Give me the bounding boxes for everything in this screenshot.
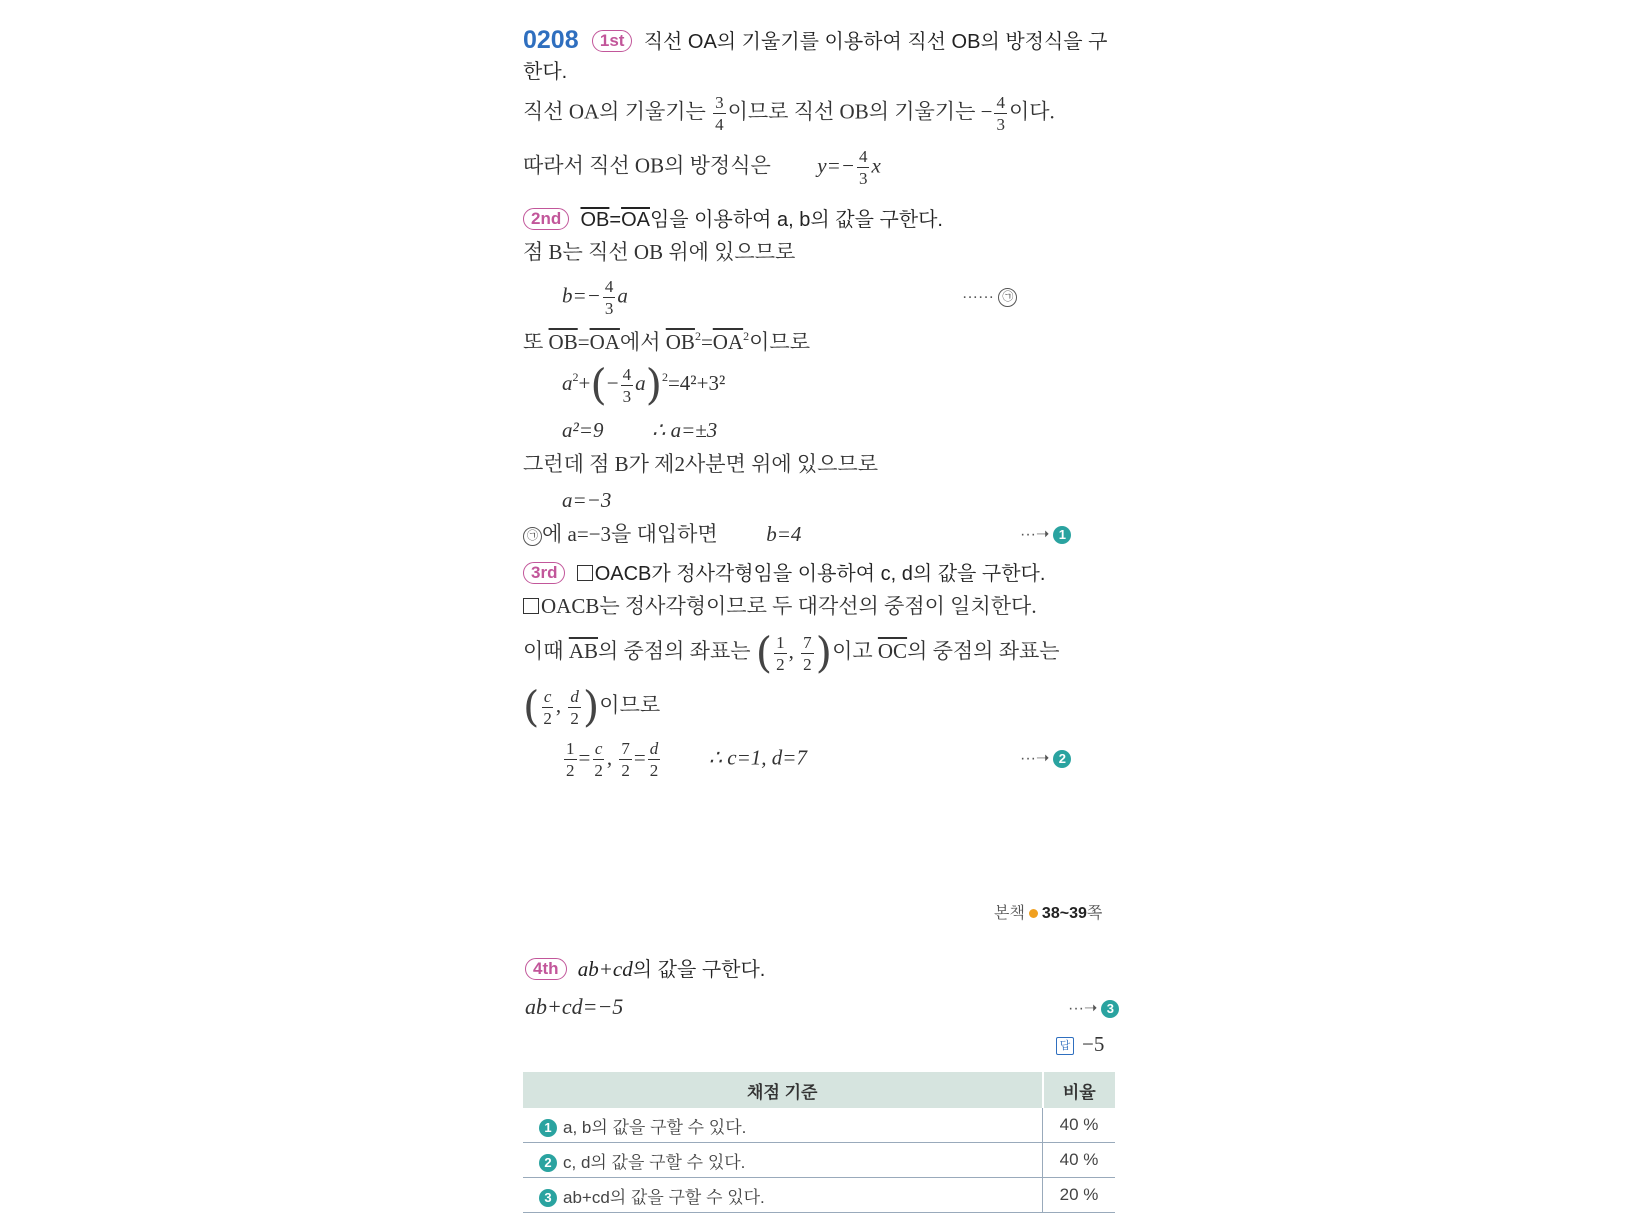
slope-text-a: 직선 OA의 기울기는 [523, 99, 706, 124]
page-ref-suffix: 쪽 [1086, 905, 1103, 922]
ref-marker-1: ······ ㉠ [962, 288, 1017, 307]
step-3-heading: OACB가 정사각형임을 이용하여 c, d의 값을 구한다. [594, 563, 1046, 585]
scoring-table [523, 1072, 1115, 1213]
square-symbol [523, 598, 539, 614]
text-now: 이때 [523, 638, 564, 663]
frac-num: 4 [996, 93, 1005, 112]
text-and: 이고 [832, 638, 873, 663]
problem-header [523, 28, 1107, 53]
eq-fraction [857, 148, 870, 187]
segment-ab: $\overline{AB}$ [568, 638, 599, 663]
slope-line: 직선 OA의 기울기는 $\frac{3}{4}$ 이므로 직선 OB의 기울기는 − $\frac{4}{3}$ 이다. [523, 93, 1055, 134]
table-header-ratio: 비율 [1043, 1072, 1116, 1108]
frac-num: 4 [858, 147, 868, 166]
frac-num: 3 [715, 93, 724, 112]
frac-den: 3 [604, 299, 614, 318]
segment-oc: $\overline{OC}$ [877, 638, 908, 663]
a-value [562, 490, 611, 511]
step-2-line1: 점 B는 직선 OB 위에 있으므로 [523, 240, 796, 264]
criteria-text: a, b의 값을 구할 수 있다. [563, 1117, 747, 1137]
step-4-label: 4th [525, 958, 567, 980]
row-badge: 3 [539, 1189, 557, 1207]
eq-square-line: $a^2+(-$ $\frac{4}{3}$ a)$^2$=4²+3² [562, 360, 726, 409]
table-cell-criteria [523, 1178, 1043, 1213]
a-value-text: a=−3 [562, 488, 612, 512]
step-3-line1 [523, 596, 1037, 617]
frac-den: 4 [715, 115, 724, 134]
text-midpoint-2: 의 중점의 좌표는 [907, 638, 1060, 663]
step-1-heading-cont: 한다. [523, 61, 568, 83]
table-cell-ratio: 20 % [1043, 1178, 1116, 1213]
segment-oa: $\overline{OA}$ [589, 330, 620, 354]
segment-ob: $\overline{OB}$ [665, 330, 695, 354]
eq-sq-fraction [621, 366, 634, 405]
frac-den: 3 [858, 169, 868, 188]
slope-text-b: 이므로 직선 OB의 기울기는 [727, 99, 976, 124]
slope-ob-fraction [994, 94, 1007, 133]
step-1-heading: 직선 OA의 기울기를 이용하여 직선 OB의 방정식을 구 [643, 31, 1108, 53]
criteria-text: c, d의 값을 구할 수 있다. [563, 1152, 746, 1172]
eq-b-var: a [617, 283, 628, 308]
table-row [523, 1143, 1115, 1178]
frac-num: 4 [622, 364, 632, 384]
step-3-line2: 이때 $\overline{AB}$의 중점의 좌표는 ( $\frac{1}{2}$ , $\frac{7}{2}$ )이고 $\overline{OC}$의 중점의 좌표는 [523, 628, 1060, 677]
step-2-label: 2nd [523, 208, 569, 230]
step-4-equation [525, 996, 623, 1018]
step-3-header [523, 562, 1045, 584]
frac-den: 3 [622, 386, 632, 406]
text-so-2: 이므로 [599, 692, 661, 717]
table-cell-criteria [523, 1143, 1043, 1178]
table-cell-criteria [523, 1108, 1043, 1143]
step-4-header: 4th ab+cd의 값을 구한다. [525, 958, 765, 980]
equation-text: 따라서 직선 OB의 방정식은 [523, 153, 771, 178]
eq-b-fraction [603, 278, 616, 317]
eq-sq-rhs: =4²+3² [667, 370, 726, 395]
text-midpoint: 의 중점의 좌표는 [598, 638, 751, 663]
badge-3: 3 [1101, 1000, 1119, 1018]
square-symbol [577, 565, 593, 581]
row-badge: 2 [539, 1154, 557, 1172]
step-2-header: 2nd $\overline{OB}=\overline{OA}$임을 이용하여 a, b의 값을 구한다. [523, 208, 943, 230]
b-value: b=4 [766, 522, 802, 546]
row-badge: 1 [539, 1119, 557, 1137]
substitute-text: 에 a=−3을 대입하면 [542, 522, 718, 546]
ref-symbol: ㉠ [523, 527, 542, 546]
eq-b-lhs: b=− [562, 283, 601, 308]
table-row [523, 1108, 1115, 1143]
eq-a2: a²=9 [562, 418, 604, 442]
segment-oa: $\overline{OA}$ [712, 330, 744, 354]
badge-2: 2 [1053, 750, 1071, 768]
score-marker-2: ···➝ 2 [1020, 748, 1071, 768]
slope-text-c: 이다. [1008, 99, 1055, 124]
text-from: 에서 [619, 330, 661, 354]
cd-result: ∴ c=1, d=7 [708, 745, 807, 770]
step-2-line2: 또 $\overline{OB}=\overline{OA}$에서 $\overline{OB}^2=\overline{OA}^2$이므로 [523, 329, 810, 354]
step-2-line3: 그런데 점 B가 제2사분면 위에 있으므로 [523, 452, 879, 476]
eq-var: x [871, 153, 881, 178]
step-1-label: 1st [592, 30, 633, 52]
equation-line [523, 148, 881, 187]
page-ref-pages: 38~39 [1041, 905, 1087, 922]
eq-a-result: ∴ a=±3 [651, 418, 718, 442]
frac-den: 3 [996, 115, 1005, 134]
cd-equation: $\frac{1}{2}$ = $\frac{c}{2}$ , $\frac{7}{2}$ = $\frac{d}{2}$ ∴ c=1, d=7 [566, 739, 807, 780]
table-cell-ratio: 40 % [1043, 1143, 1116, 1178]
answer [1056, 1034, 1104, 1055]
ref-symbol: ㉠ [998, 288, 1017, 307]
step-3-line1-text: OACB는 정사각형이므로 두 대각선의 중점이 일치한다. [541, 594, 1037, 618]
problem-number: 0208 [523, 26, 579, 54]
eq-a2-line [562, 420, 717, 441]
score-marker-3: ···➝ 3 [1068, 998, 1119, 1018]
text-so: 이므로 [749, 330, 810, 354]
step-3-label: 3rd [523, 562, 565, 584]
step-2-line4 [523, 524, 801, 546]
eq-b-line [562, 278, 628, 317]
eq-lhs: y=− [817, 153, 855, 178]
table-header-criteria: 채점 기준 [523, 1072, 1043, 1108]
frac-num: 4 [604, 277, 614, 296]
step-2-heading: 임을 이용하여 a, b의 값을 구한다. [649, 209, 943, 231]
segment-ob: $\overline{OB}$ [580, 209, 610, 231]
step-3-line3: ( $\frac{c}{2}$ , $\frac{d}{2}$ )이므로 [523, 682, 661, 731]
table-header-row [523, 1072, 1115, 1108]
table-cell-ratio: 40 % [1043, 1108, 1116, 1143]
slope-oa-fraction [713, 94, 726, 133]
page-ref-book: 본책 [994, 905, 1025, 922]
answer-value: −5 [1082, 1032, 1105, 1056]
bullet-dot [1029, 909, 1038, 918]
answer-icon: 답 [1056, 1037, 1074, 1055]
badge-1: 1 [1053, 526, 1071, 544]
segment-oa: $\overline{OA}$ [621, 209, 650, 231]
criteria-text: ab+cd의 값을 구할 수 있다. [563, 1187, 765, 1207]
page-reference [994, 906, 1102, 922]
step-4-eq: ab+cd=−5 [525, 994, 624, 1019]
segment-ob: $\overline{OB}$ [548, 330, 578, 354]
score-marker-1: ···➝ 1 [1020, 524, 1071, 544]
table-row [523, 1178, 1115, 1213]
text-also: 또 [523, 330, 544, 354]
